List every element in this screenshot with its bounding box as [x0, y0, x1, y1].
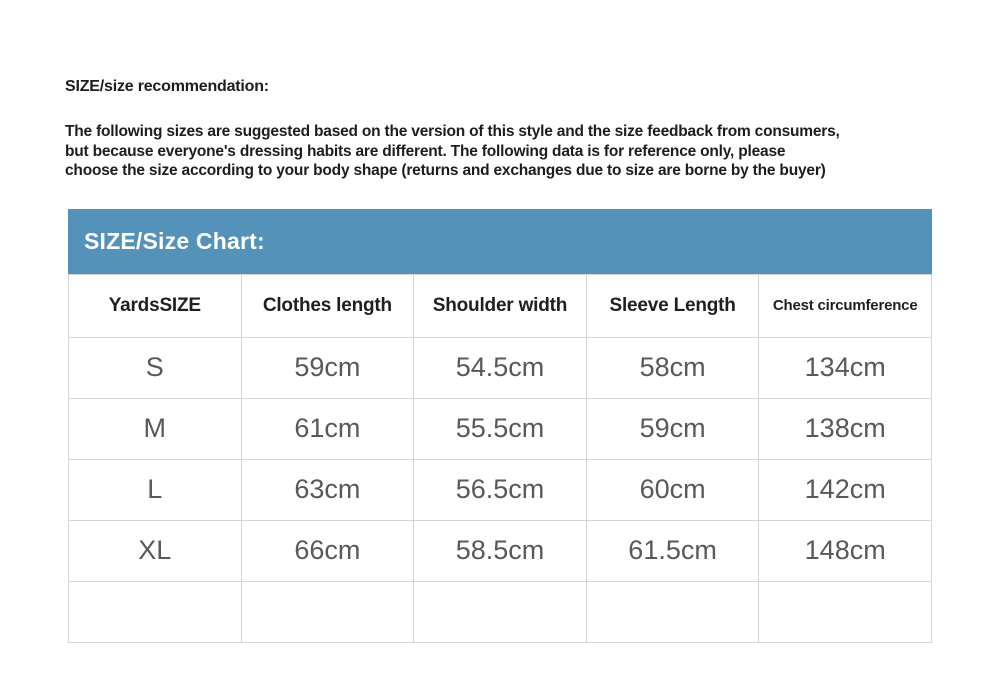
table-row-empty [69, 581, 932, 642]
cell-l-sleeve-length: 60cm [586, 459, 759, 520]
cell-s-clothes-length: 59cm [241, 337, 414, 398]
cell-m-shoulder-width: 55.5cm [414, 398, 587, 459]
cell-size-s: S [69, 337, 242, 398]
cell-s-chest: 134cm [759, 337, 932, 398]
cell-m-sleeve-length: 59cm [586, 398, 759, 459]
size-recommendation-paragraph [65, 122, 940, 181]
size-chart-title-bar [68, 209, 932, 274]
intro-line-1: The following sizes are suggested based on the version of this style and the size feedback from consumers, [65, 123, 840, 140]
column-header-clothes-length: Clothes length [241, 274, 414, 337]
column-header-yards-size: YardsSIZE [69, 274, 242, 337]
cell-s-sleeve-length: 58cm [586, 337, 759, 398]
column-header-shoulder-width: Shoulder width [414, 274, 587, 337]
table-row-xl [69, 520, 932, 581]
cell-empty-1 [69, 581, 242, 642]
intro-line-3: choose the size according to your body shape (returns and exchanges due to size are borne by the buyer) [65, 162, 826, 179]
cell-l-chest: 142cm [759, 459, 932, 520]
size-recommendation-heading: SIZE/size recommendation: [65, 78, 269, 95]
cell-xl-sleeve-length: 61.5cm [586, 520, 759, 581]
column-header-sleeve-length: Sleeve Length [586, 274, 759, 337]
cell-size-m: M [69, 398, 242, 459]
cell-empty-3 [414, 581, 587, 642]
cell-xl-clothes-length: 66cm [241, 520, 414, 581]
cell-empty-5 [759, 581, 932, 642]
cell-xl-shoulder-width: 58.5cm [414, 520, 587, 581]
table-row-l [69, 459, 932, 520]
cell-xl-chest: 148cm [759, 520, 932, 581]
cell-size-l: L [69, 459, 242, 520]
table-row-m [69, 398, 932, 459]
cell-empty-4 [586, 581, 759, 642]
column-header-chest-circumference: Chest circumference [759, 274, 932, 337]
cell-empty-2 [241, 581, 414, 642]
size-chart-title: SIZE/Size Chart: [84, 227, 265, 254]
cell-l-clothes-length: 63cm [241, 459, 414, 520]
cell-m-chest: 138cm [759, 398, 932, 459]
cell-s-shoulder-width: 54.5cm [414, 337, 587, 398]
cell-m-clothes-length: 61cm [241, 398, 414, 459]
table-row-s [69, 337, 932, 398]
intro-line-2: but because everyone's dressing habits are different. The following data is for reference only, please [65, 142, 786, 160]
size-chart-section [68, 209, 932, 643]
table-header-row [69, 274, 932, 337]
size-chart-table [68, 274, 932, 643]
cell-size-xl: XL [69, 520, 242, 581]
cell-l-shoulder-width: 56.5cm [414, 459, 587, 520]
